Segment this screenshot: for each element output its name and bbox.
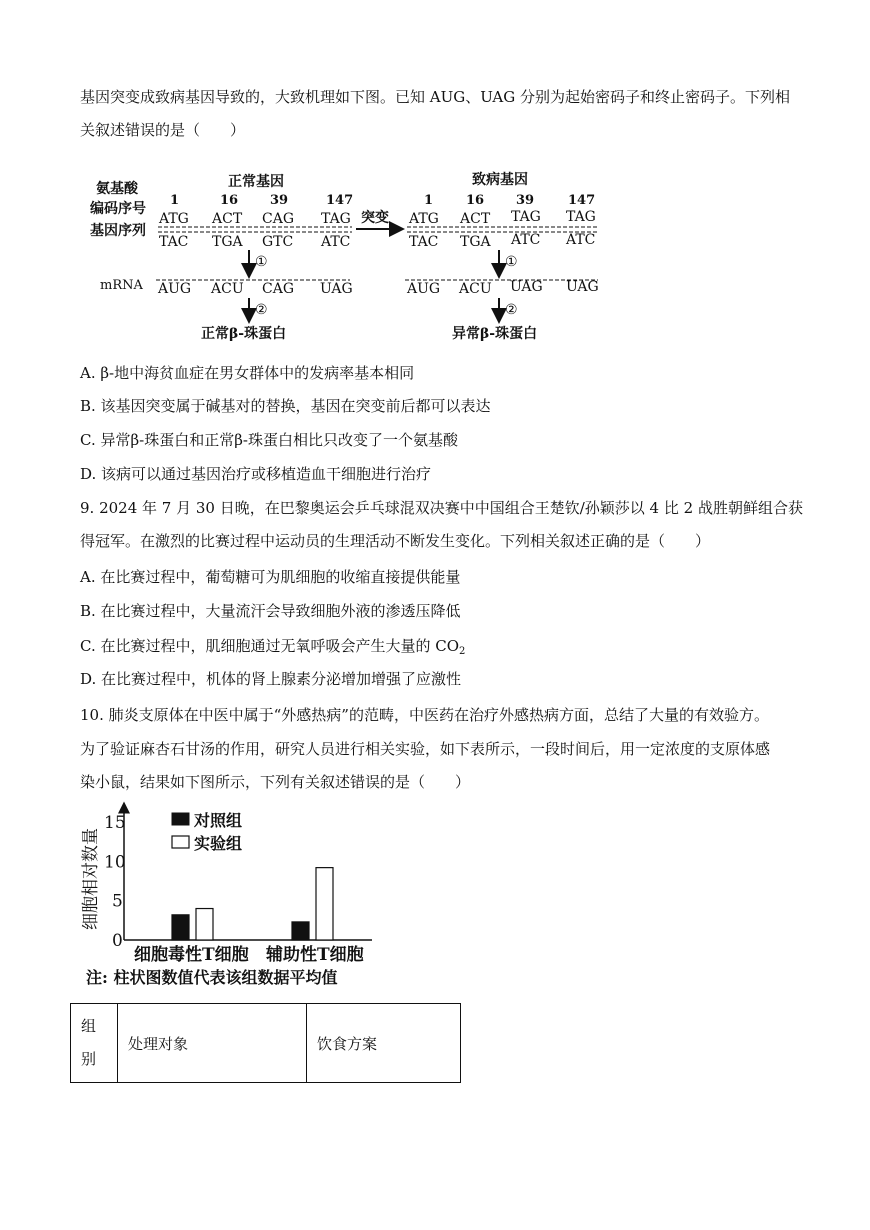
bar-experiment-1: [316, 868, 333, 940]
disease-bottom-1: TAC: [409, 234, 439, 250]
normal-bottom-2: TGA: [212, 234, 243, 250]
normal-bottom-1: TAC: [159, 234, 189, 250]
table-header-row: [71, 1004, 461, 1083]
normal-mrna-4: UAG: [320, 281, 353, 297]
experiment-table: [70, 1003, 461, 1083]
y-axis-label: 细胞相对数量: [81, 828, 101, 930]
normal-mrna-3: CAG: [262, 281, 295, 297]
q8-stem-line-2: 关叙述错误的是（ ）: [80, 121, 246, 139]
normal-step1-label: ①: [255, 254, 268, 270]
q10-stem-line-3: 染小鼠，结果如下图所示，下列有关叙述错误的是（ ）: [80, 773, 471, 791]
normal-top-4: TAG: [321, 211, 351, 227]
disease-mrna-2: ACU: [459, 281, 492, 297]
normal-top-3: CAG: [262, 211, 295, 227]
q8-stem-line-1: 基因突变成致病基因导致的，大致机理如下图。已知 AUG、UAG 分别为起始密码子和终止密码子。下列相: [80, 88, 790, 106]
chart-note: 注: 柱状图数值代表该组数据平均值: [86, 968, 338, 987]
legend-swatch-control: [172, 813, 189, 825]
disease-mrna-1: AUG: [407, 281, 441, 297]
q8-option-c: C. 异常β-珠蛋白和正常β-珠蛋白相比只改变了一个氨基酸: [80, 431, 458, 449]
pos-disease-16: 16: [466, 193, 485, 208]
q8-option-b: B. 该基因突变属于碱基对的替换，基因在突变前后都可以表达: [80, 397, 491, 415]
normal-gene-title: 正常基因: [228, 174, 284, 190]
table-cell-subject: 处理对象: [118, 1004, 307, 1083]
q9-option-d: D. 在比赛过程中，机体的肾上腺素分泌增加增强了应激性: [80, 670, 462, 688]
normal-step2-label: ②: [255, 302, 268, 318]
legend-label-experiment: 实验组: [194, 834, 243, 853]
q9-stem-line-1: 9. 2024 年 7 月 30 日晚，在巴黎奥运会乒乓球混双决赛中中国组合王楚钦/孙颖莎以 4 比 2 战胜朝鲜组合获: [80, 499, 803, 517]
pos-normal-1: 1: [170, 193, 180, 208]
disease-bottom-3: ATC: [511, 232, 541, 248]
normal-bottom-4: ATC: [321, 234, 351, 250]
disease-mrna-4: UAG: [566, 279, 599, 295]
gene-mutation-figure: [0, 0, 870, 360]
disease-top-4: TAG: [566, 209, 596, 225]
pos-normal-16: 16: [220, 193, 239, 208]
q9-option-a: A. 在比赛过程中，葡萄糖可为肌细胞的收缩直接提供能量: [80, 568, 461, 586]
y-tick-label: 10: [104, 852, 126, 873]
y-tick-label: 0: [112, 931, 123, 951]
q9-option-c-text: C. 在比赛过程中，肌细胞通过无氧呼吸会产生大量的 CO: [80, 637, 460, 655]
legend-label-control: 对照组: [194, 811, 243, 830]
label-mrna: mRNA: [100, 278, 143, 293]
q8-option-d: D. 该病可以通过基因治疗或移植造血干细胞进行治疗: [80, 465, 432, 483]
disease-bottom-4: ATC: [566, 232, 596, 248]
pos-disease-147: 147: [568, 193, 596, 208]
normal-bottom-3: GTC: [262, 234, 294, 250]
disease-mrna-3: UAG: [510, 279, 543, 295]
x-category-label: 细胞毒性T细胞: [134, 945, 249, 965]
pos-normal-147: 147: [326, 193, 354, 208]
label-amino-acid: 氨基酸: [96, 181, 138, 197]
normal-top-1: ATG: [159, 211, 189, 227]
bar-control-1: [292, 922, 309, 940]
y-tick-label: 15: [104, 813, 126, 833]
y-tick-label: 5: [112, 891, 123, 912]
q9-stem-line-2: 得冠军。在激烈的比赛过程中运动员的生理活动不断发生变化。下列相关叙述正确的是（ ）: [80, 532, 711, 550]
disease-top-1: ATG: [409, 211, 439, 227]
pos-normal-39: 39: [270, 193, 289, 208]
disease-step1-label: ①: [505, 254, 518, 270]
disease-top-3: TAG: [511, 209, 541, 225]
disease-top-2: ACT: [460, 211, 491, 227]
table-cell-group-line-1: 组: [81, 1017, 97, 1035]
q9-option-c: [80, 635, 465, 663]
abnormal-protein-label: 异常β-珠蛋白: [452, 326, 538, 342]
table-cell-group-line-2: 别: [81, 1050, 97, 1068]
pos-disease-1: 1: [424, 193, 434, 208]
normal-mrna-2: ACU: [211, 281, 244, 297]
q9-option-c-subscript: 2: [459, 646, 466, 657]
normal-mrna-1: AUG: [158, 281, 192, 297]
bar-control-0: [172, 915, 189, 940]
normal-top-2: ACT: [212, 211, 243, 227]
pos-disease-39: 39: [516, 193, 535, 208]
disease-gene-title: 致病基因: [472, 172, 528, 188]
table-cell-diet: 饮食方案: [307, 1004, 461, 1083]
normal-protein-label: 正常β-珠蛋白: [201, 326, 287, 342]
t-cell-bar-chart: [0, 800, 420, 1000]
mutation-label: 突变: [361, 210, 389, 226]
q10-stem-line-2: 为了验证麻杏石甘汤的作用，研究人员进行相关实验，如下表所示，一段时间后，用一定浓度的支原体感: [80, 740, 771, 758]
disease-step2-label: ②: [505, 302, 518, 318]
disease-bottom-2: TGA: [460, 234, 491, 250]
q10-stem-line-1: 10. 肺炎支原体在中医中属于“外感热病”的范畴，中医药在治疗外感热病方面，总结了大量的有效验方。: [80, 706, 769, 724]
legend-swatch-experiment: [172, 836, 189, 848]
bar-experiment-0: [196, 909, 213, 940]
table-cell-group: [71, 1004, 118, 1083]
x-category-label: 辅助性T细胞: [266, 945, 364, 965]
q9-option-b: B. 在比赛过程中，大量流汗会导致细胞外液的渗透压降低: [80, 602, 461, 620]
q8-option-a: A. β-地中海贫血症在男女群体中的发病率基本相同: [80, 364, 415, 382]
label-gene-sequence: 基因序列: [90, 223, 146, 239]
label-encoding-number: 编码序号: [90, 201, 146, 217]
